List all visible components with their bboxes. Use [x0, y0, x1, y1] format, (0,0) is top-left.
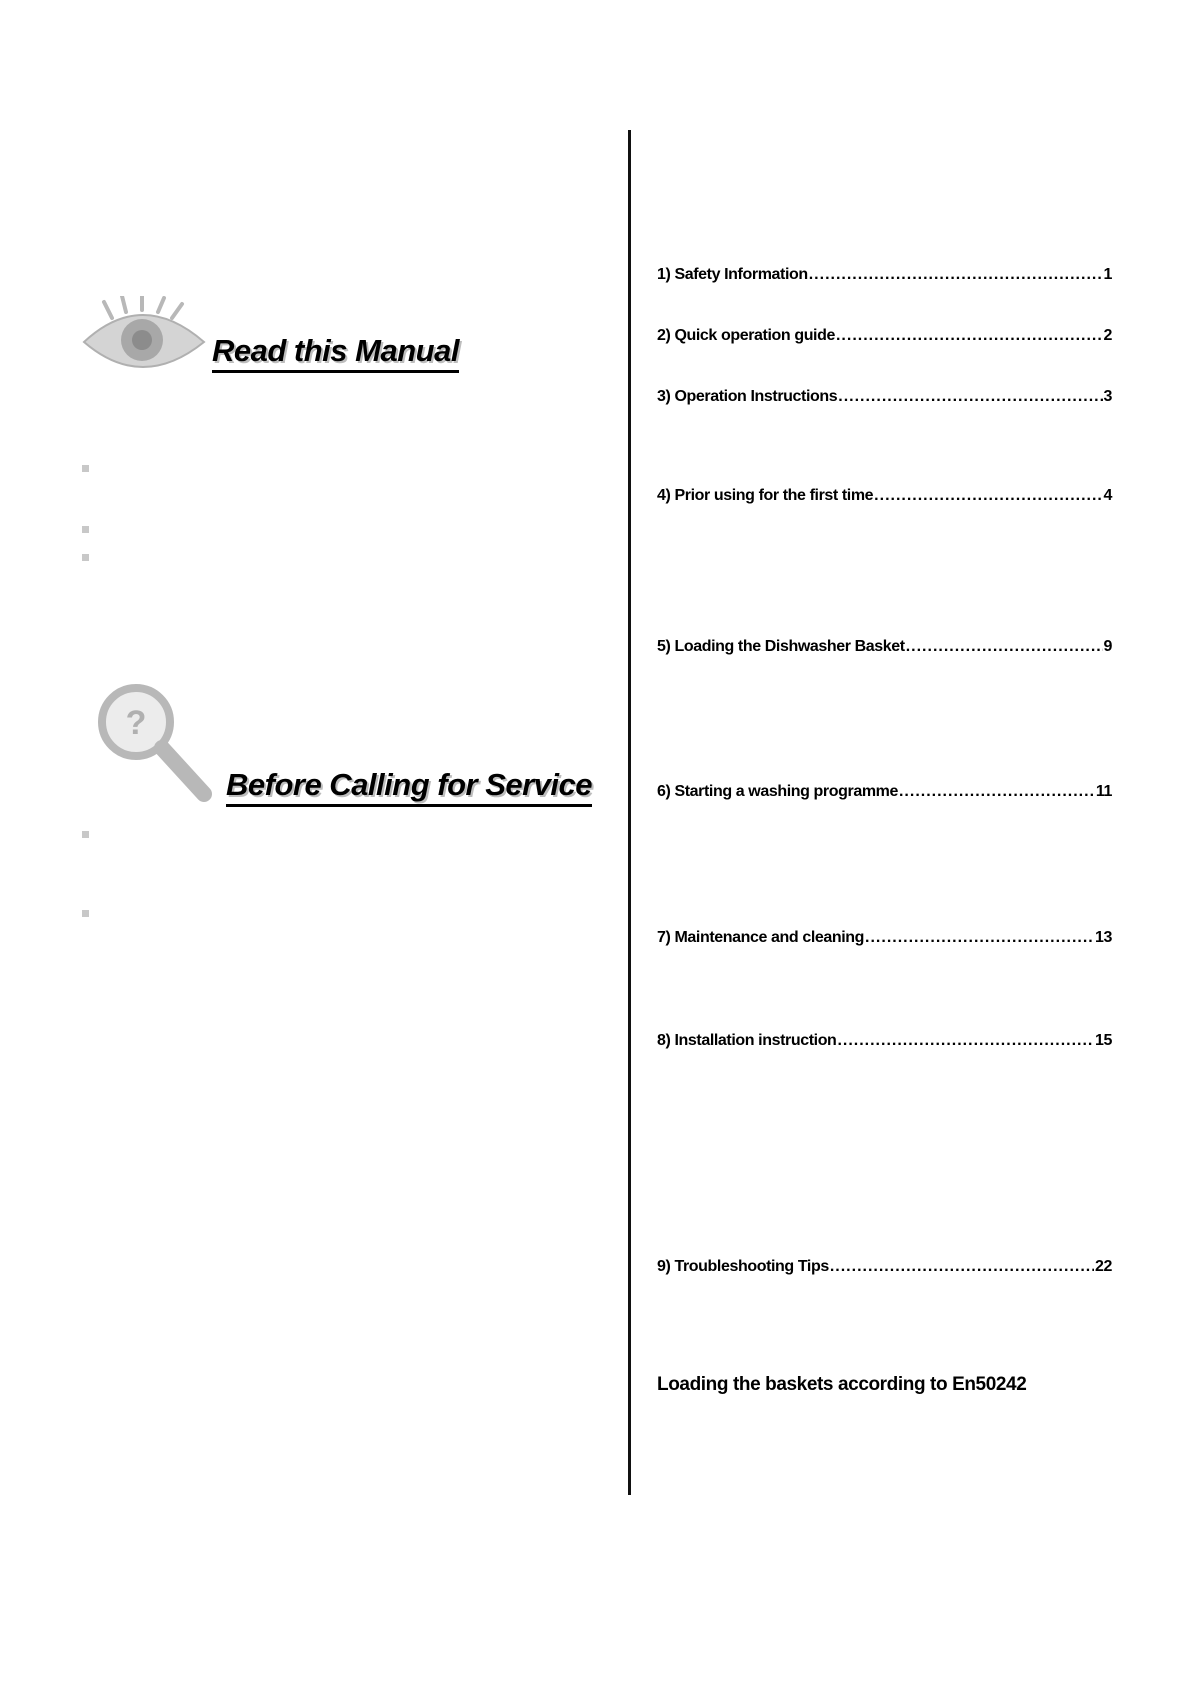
bullet-marker	[82, 465, 89, 472]
toc-item-prior-using[interactable]: 4) Prior using for the first time ..... 4	[657, 487, 1112, 505]
toc-item-operation-instructions[interactable]: 3) Operation Instructions ..... 3	[657, 388, 1112, 406]
read-manual-heading: Read this Manual	[212, 334, 459, 373]
toc-item-installation-instruction[interactable]: 8) Installation instruction ..... 15	[657, 1032, 1112, 1050]
bullet-marker	[82, 831, 89, 838]
toc-item-troubleshooting-tips[interactable]: 9) Troubleshooting Tips ..... 22	[657, 1258, 1112, 1276]
eye-icon	[82, 296, 206, 372]
loading-baskets-note: Loading the baskets according to En50242	[657, 1374, 1027, 1395]
bullet-marker	[82, 554, 89, 561]
toc-item-loading-basket[interactable]: 5) Loading the Dishwasher Basket ..... 9	[657, 638, 1112, 656]
toc-item-maintenance-cleaning[interactable]: 7) Maintenance and cleaning ..... 13	[657, 929, 1112, 947]
column-divider	[628, 130, 631, 1495]
before-service-heading: Before Calling for Service	[226, 768, 592, 807]
svg-text:?: ?	[125, 704, 147, 742]
toc-item-starting-programme[interactable]: 6) Starting a washing programme ..... 11	[657, 783, 1112, 801]
toc-item-safety-information[interactable]: 1) Safety Information ..... 1	[657, 266, 1112, 284]
magnifier-question-icon	[96, 682, 214, 804]
toc-item-quick-operation-guide[interactable]: 2) Quick operation guide ..... 2	[657, 327, 1112, 345]
bullet-marker	[82, 910, 89, 917]
bullet-marker	[82, 526, 89, 533]
